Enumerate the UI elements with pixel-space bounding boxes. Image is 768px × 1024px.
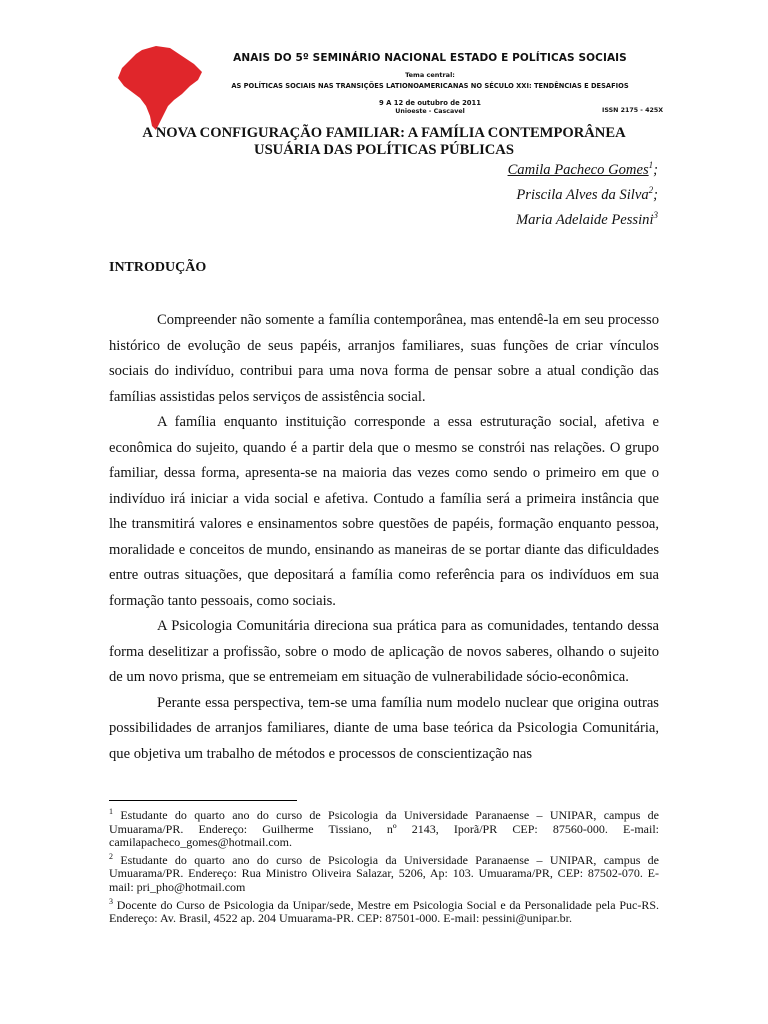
author-separator: ; [653,161,658,178]
section-heading: INTRODUÇÃO [109,260,207,275]
author-name: Camila Pacheco Gomes [507,161,649,178]
author-name: Priscila Alves da Silva [516,186,649,203]
footnote-mark: 1 [109,807,113,816]
article-title-line1: A NOVA CONFIGURAÇÃO FAMILIAR: A FAMÍLIA CONTEMPORÂNEA [142,125,626,141]
footnote [109,895,659,926]
author-list [508,155,658,230]
footnote-separator [109,800,297,801]
footnotes [109,805,659,926]
author [508,155,658,180]
paragraph: A família enquanto instituição corresponde a essa estruturação social, afetiva e econômica do sujeito, quando é a partir dela que o mesmo se constrói nas relações. O grupo familiar, dessa forma, apresenta-se na maioria das vezes como sendo o primeiro em que o indivíduo irá iniciar a vida social e afetiva. Contudo a família será a primeira instância que lhe transmitirá valores e ensinamentos sobre questões de papéis, formação enquanto pessoa, moralidade e conceitos de mundo, ensinando as maneiras de se portar diante das dificuldades entre outras situações, que depositará a família como referência para os indivíduos em sua formação tanto pessoais, como sociais. [109,414,659,609]
article-title-line2: USUÁRIA DAS POLÍTICAS PÚBLICAS [254,142,514,158]
footnote-mark: 3 [109,896,113,906]
paragraph: Perante essa perspectiva, tem-se uma família num modelo nuclear que origina outras possibilidades de arranjos familiares, diante de uma base teórica da Psicologia Comunitária, que objetiva um trabalho de métodos e processos de conscientização nas [109,694,659,762]
footnote-text: Docente do Curso de Psicologia da Unipar/sede, Mestre em Psicologia Social e da Personalidade pela Puc-RS. Endereço: Av. Brasil, 4522 ap. 204 Umuarama-PR. CEP: 87501-000. E-mail: pessini@unipar.br. [109,897,659,926]
footnote [109,805,659,850]
author-name: Maria Adelaide Pessini [515,211,654,228]
footnote-mark: 2 [109,851,113,861]
paragraph: A Psicologia Comunitária direciona sua prática para as comunidades, tentando dessa forma deselitizar a profissão, sobre o modo de aplicação de novos saberes, olhando o sujeito de um novo prisma, que se entremeiam em situação de vulnerabilidade sócio-econômica. [109,618,659,685]
author [508,180,658,205]
footnote-mark: 3 [653,209,658,220]
footnote-mark: 1 [648,160,654,170]
footnote-text: Estudante do quarto ano do curso de Psicologia da Universidade Paranaense – UNIPAR, campus de Umuarama/PR. Endereço: Guilherme Tissiano, nº 2143, Iporã/PR CEP: 87560-000. E-mail: camilapacheco_gomes@hotmail.com. [109,808,660,850]
seminar-title: ANAIS DO 5º SEMINÁRIO NACIONAL ESTADO E POLÍTICAS SOCIAIS [233,52,627,64]
issn: ISSN 2175 - 425X [602,107,664,114]
seminar-theme: AS POLÍTICAS SOCIAIS NAS TRANSIÇÕES LATIONOAMERICANAS NO SÉCULO XXI: TENDÊNCIAS E DESAFIOS [231,82,629,90]
footnote-mark: 2 [648,184,654,195]
body-text [109,308,659,767]
author-separator: ; [653,186,658,203]
author [508,205,658,230]
seminar-date: 9 A 12 de outubro de 2011 [379,99,481,107]
footnote-text: Estudante do quarto ano do curso de Psicologia da Universidade Paranaense – UNIPAR, campus de Umuarama/PR. Endereço: Rua Ministro Oliveira Salazar, 5206, Ap: 103. Umuarama/PR, CEP: 87502-070. E-mail: pri_pho@hotmail.com [109,852,660,894]
footnote [109,850,659,895]
paragraph: Compreender não somente a família contemporânea, mas entendê-la em seu processo histórico de evolução de seus papéis, arranjos familiares, suas funções de criar vínculos sociais do indivíduo, contribui para uma nova forma de pensar sobre a atual condição das famílias assistidas pelos serviços de assistência social. [109,312,659,405]
seminar-place: Unioeste - Cascavel [395,108,465,115]
theme-label: Tema central: [405,71,455,79]
